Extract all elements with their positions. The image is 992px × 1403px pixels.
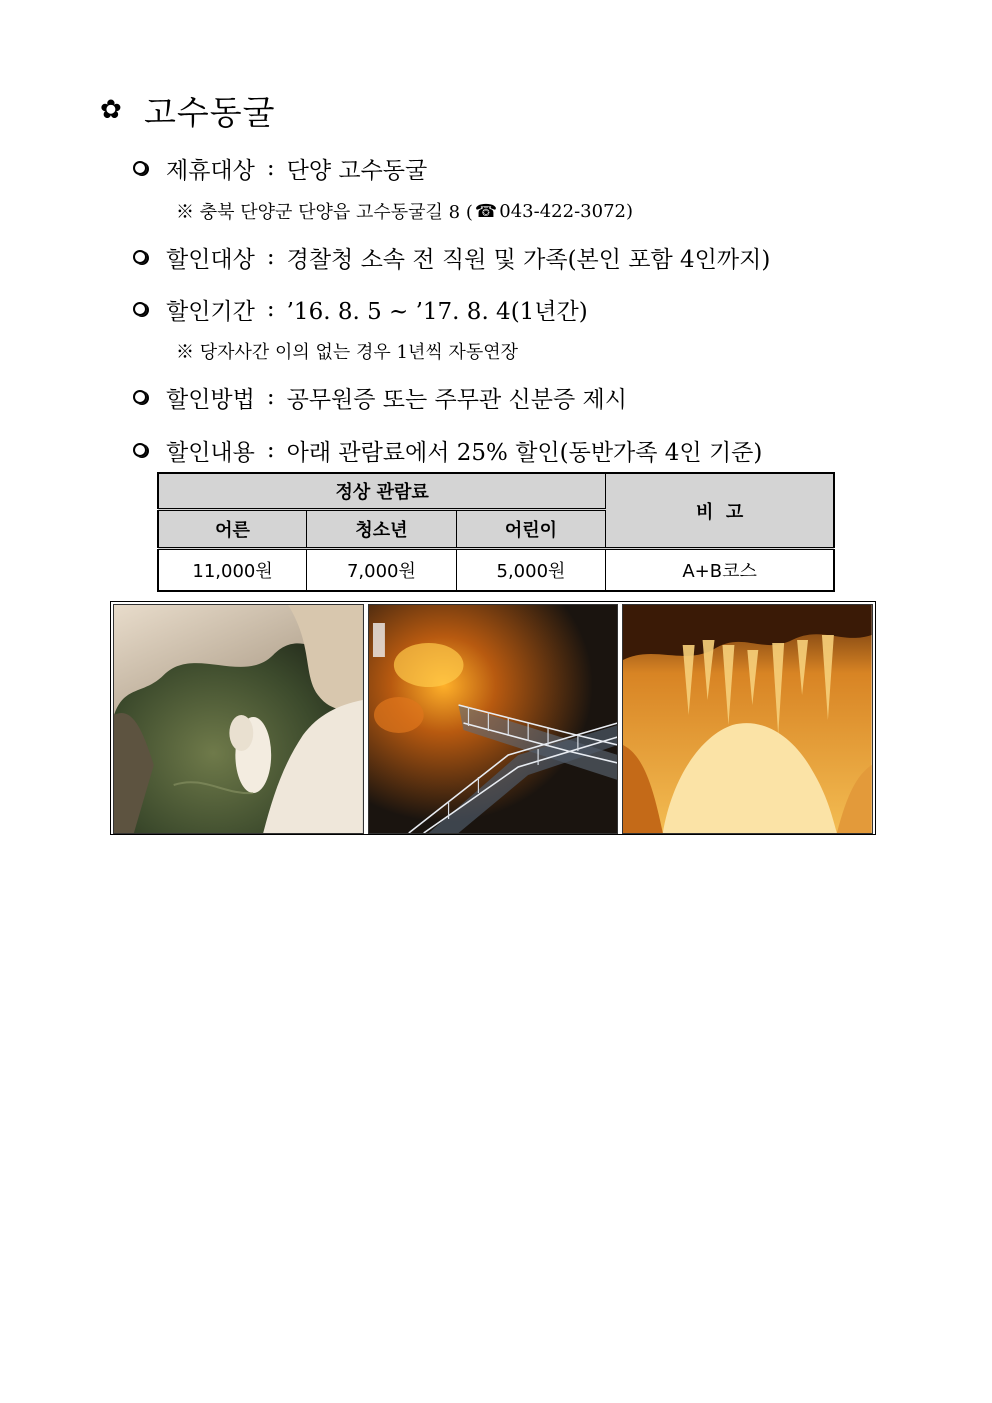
circle-bullet-icon xyxy=(133,161,147,175)
item-label: 할인내용 xyxy=(166,439,255,466)
phone-number: 043-422-3072) xyxy=(499,200,633,222)
item-partner xyxy=(133,151,427,185)
remark-header: 비 고 xyxy=(606,473,834,549)
item-content xyxy=(133,433,762,467)
circle-bullet-icon xyxy=(133,250,147,264)
remark-value: A+B코스 xyxy=(606,549,834,592)
extension-text: ※ 당자사간 이의 없는 경우 1년씩 자동연장 xyxy=(176,342,518,363)
fee-child: 5,000원 xyxy=(456,549,606,592)
item-label: 할인기간 xyxy=(166,298,255,325)
fee-group-header: 정상 관람료 xyxy=(158,473,606,510)
item-separator: : xyxy=(266,244,275,270)
item-separator: : xyxy=(266,296,275,322)
page-title xyxy=(100,86,276,134)
title-text: 고수동굴 xyxy=(144,92,276,132)
item-value: ’16. 8. 5 ~ ’17. 8. 4(1년간) xyxy=(286,298,588,325)
item-value: 단양 고수동굴 xyxy=(286,157,428,184)
item-separator: : xyxy=(266,384,275,410)
extension-note xyxy=(176,338,518,364)
address-note xyxy=(176,198,633,224)
item-method xyxy=(133,380,627,414)
item-label: 할인대상 xyxy=(166,246,255,273)
item-target xyxy=(133,240,770,274)
cave-photo-stalactites xyxy=(622,604,873,834)
photo-strip xyxy=(110,601,876,835)
item-label: 제휴대상 xyxy=(166,157,255,184)
column-child: 어린이 xyxy=(456,510,606,549)
address-text: ※ 충북 단양군 단양읍 고수동굴길 8 ( xyxy=(176,202,473,223)
circle-bullet-icon xyxy=(133,302,147,316)
fee-table xyxy=(157,472,835,592)
item-label: 할인방법 xyxy=(166,386,255,413)
item-value: 공무원증 또는 주무관 신분증 제시 xyxy=(286,386,627,413)
cave-photo-stairway xyxy=(368,604,619,834)
column-adult: 어른 xyxy=(158,510,307,549)
fee-youth: 7,000원 xyxy=(307,549,457,592)
flower-icon: ✿ xyxy=(100,95,122,125)
item-value: 경찰청 소속 전 직원 및 가족(본인 포함 4인까지) xyxy=(286,246,771,273)
column-youth: 청소년 xyxy=(307,510,457,549)
phone-icon: ☎ xyxy=(474,200,498,222)
circle-bullet-icon xyxy=(133,390,147,404)
item-period xyxy=(133,292,588,326)
item-value: 아래 관람료에서 25% 할인(동반가족 4인 기준) xyxy=(286,439,763,466)
item-separator: : xyxy=(266,155,275,181)
fee-adult: 11,000원 xyxy=(158,549,307,592)
item-separator: : xyxy=(266,437,275,463)
cave-photo-water-pool xyxy=(113,604,364,834)
circle-bullet-icon xyxy=(133,443,147,457)
